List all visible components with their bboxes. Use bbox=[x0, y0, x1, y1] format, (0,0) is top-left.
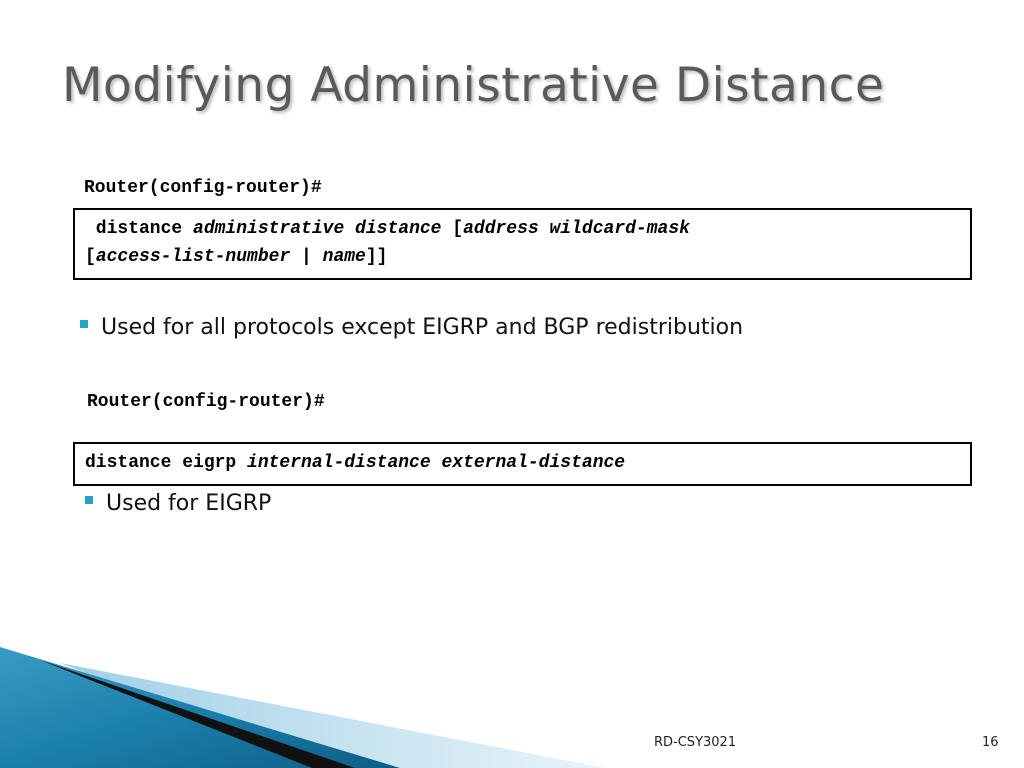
router-prompt-2: Router(config-router)# bbox=[87, 392, 325, 412]
slide-number: 16 bbox=[982, 735, 999, 750]
bullet-text-2: Used for EIGRP bbox=[106, 491, 272, 516]
slide-title: Modifying Administrative Distance bbox=[62, 58, 885, 113]
router-prompt-1: Router(config-router)# bbox=[84, 178, 322, 198]
arg-administrative-distance: administrative distance bbox=[193, 219, 442, 239]
pipe-separator: | bbox=[290, 247, 323, 267]
bracket-open-2: [ bbox=[85, 247, 96, 267]
arg-name: name bbox=[322, 247, 366, 267]
bullet-text-1: Used for all protocols except EIGRP and BGP redistribution bbox=[101, 315, 744, 340]
arg-address-wildcard-mask: address wildcard-mask bbox=[463, 219, 690, 239]
arg-access-list-number: access-list-number bbox=[95, 247, 291, 267]
arg-internal-external-distance: internal-distance external-distance bbox=[247, 453, 626, 473]
keyword-distance-eigrp: distance eigrp bbox=[85, 453, 248, 473]
bracket-open: [ bbox=[441, 219, 464, 239]
bracket-close: ]] bbox=[365, 247, 388, 267]
footer-course-code: RD-CSY3021 bbox=[654, 735, 737, 750]
keyword-distance: distance bbox=[85, 219, 194, 239]
